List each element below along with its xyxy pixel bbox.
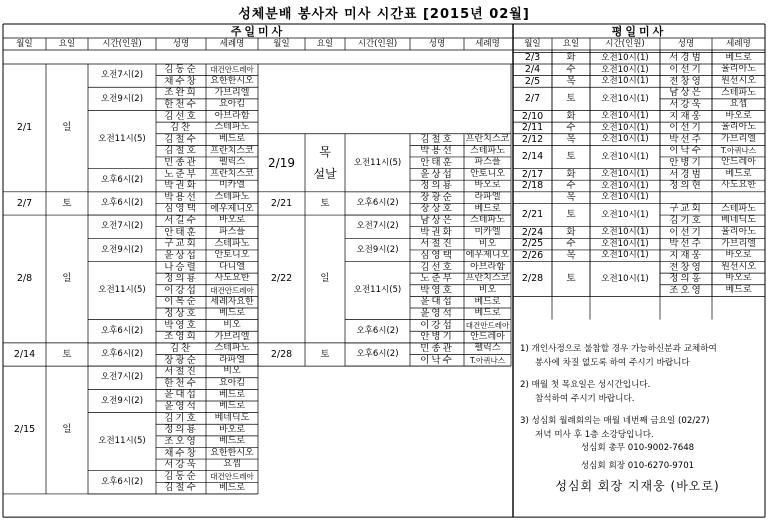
volunteer-name: 박권화 <box>164 180 198 192</box>
column-header: 세례명 <box>219 38 245 49</box>
baptismal-name: 펠릭스 <box>218 157 246 168</box>
volunteer-name: 구교회 <box>669 203 703 215</box>
baptismal-name: 대건안드레아 <box>210 471 254 481</box>
weekday-time: 오전10시(1) <box>601 122 649 133</box>
note-line: 2) 매월 첫 목요일은 성시간입니다. <box>520 380 651 390</box>
baptismal-name: 베드로 <box>218 389 246 400</box>
weekday-date: 2/17 <box>521 168 544 180</box>
weekday-time: 오전10시(1) <box>601 238 649 249</box>
volunteer-name: 이복순 <box>164 296 198 308</box>
baptismal-name: 비오 <box>478 238 497 249</box>
baptismal-name: 아브라함 <box>214 110 250 121</box>
baptismal-name: 바오로 <box>725 110 752 121</box>
baptismal-name: 율리아노 <box>721 122 756 133</box>
baptismal-name: 미카엘 <box>218 180 246 191</box>
baptismal-name: 스테파노 <box>214 192 250 203</box>
baptismal-name: 펠릭스 <box>474 343 501 354</box>
volunteer-name: 박영호 <box>164 319 198 331</box>
notes-block <box>520 342 765 442</box>
volunteer-name: 정의룡 <box>164 424 198 436</box>
mass-time: 오후6시(2) <box>356 349 399 360</box>
weekday-time: 오전10시(1) <box>601 169 649 180</box>
weekday-day: 수 <box>566 238 576 250</box>
column-header: 월일 <box>273 38 290 49</box>
signature-president-phone: 성심회 회장 010-6270-9701 <box>580 461 695 471</box>
mass-time: 오후6시(2) <box>100 325 144 336</box>
baptismal-name: 비오 <box>223 319 241 330</box>
volunteer-name: 김동순 <box>164 64 198 76</box>
weekday-day: 목 <box>566 75 576 87</box>
volunteer-name: 서강욱 <box>164 459 198 471</box>
baptismal-name: 에우제니오 <box>210 203 254 214</box>
weekday-day: 목 <box>566 133 576 145</box>
signature-president: 성심회 회장 지재웅 (바오로) <box>555 479 720 493</box>
baptismal-name: 스테파노 <box>470 215 505 226</box>
volunteer-name: 김철호 <box>420 133 454 145</box>
column-header: 월일 <box>16 38 33 49</box>
signature-block <box>510 439 765 495</box>
baptismal-name: 베드로 <box>725 168 752 179</box>
mass-date: 2/28 <box>270 348 293 360</box>
column-header: 세례명 <box>726 38 751 49</box>
volunteer-name: 정의현 <box>669 180 703 192</box>
mass-day: 토 <box>320 197 330 209</box>
weekday-date: 2/21 <box>521 209 544 221</box>
weekday-date: 2/5 <box>524 75 541 87</box>
volunteer-name: 정의홍 <box>669 273 703 285</box>
mass-date: 2/19 <box>268 155 295 170</box>
weekday-day: 토 <box>566 93 576 105</box>
weekday-day: 토 <box>566 151 576 163</box>
baptismal-name: 율리아노 <box>721 226 756 237</box>
volunteer-name: 안태훈 <box>164 226 198 238</box>
mass-time: 오전9시(2) <box>100 93 144 104</box>
column-header: 요일 <box>562 38 580 49</box>
volunteer-name: 민종관 <box>164 157 198 168</box>
weekday-time: 오전10시(1) <box>601 192 649 203</box>
baptismal-name: 베드로 <box>725 52 752 63</box>
weekday-date <box>513 192 552 204</box>
mass-day: 일 <box>62 273 72 285</box>
volunteer-name: 한천수 <box>164 98 198 110</box>
volunteer-name: 구교회 <box>164 238 198 250</box>
volunteer-name: 서강욱 <box>669 98 703 110</box>
volunteer-name: 이선기 <box>669 64 703 76</box>
volunteer-name: 윤영석 <box>164 401 198 413</box>
baptismal-name: 안토니오 <box>214 250 250 261</box>
weekday-date: 2/14 <box>521 151 544 163</box>
column-header: 성명 <box>677 38 695 49</box>
volunteer-name: 김철수 <box>164 133 198 145</box>
baptismal-name: 가브리엘 <box>214 331 250 342</box>
baptismal-name: 요한한시오 <box>210 447 254 458</box>
mass-date: 2/1 <box>16 122 33 134</box>
volunteer-name: 이낙수 <box>420 354 454 366</box>
weekday-day: 목 <box>566 249 576 261</box>
mass-time: 오전11시(5) <box>353 285 402 296</box>
baptismal-name: T.아퀴나스 <box>720 146 757 156</box>
baptismal-name: 원선시오 <box>721 75 756 86</box>
volunteer-name: 안태훈 <box>420 157 454 168</box>
weekday-date: 2/11 <box>521 122 544 134</box>
volunteer-name: 노준부 <box>164 168 198 180</box>
baptismal-name: 프란치스코 <box>210 168 254 179</box>
weekday-time: 오전10시(1) <box>601 180 649 191</box>
volunteer-name: 노준부 <box>420 273 454 285</box>
mass-time: 오전11시(5) <box>98 285 146 296</box>
volunteer-name: 김철수 <box>164 482 198 494</box>
volunteer-name: 조오영 <box>669 284 703 296</box>
baptismal-name: 요한한시오 <box>210 75 254 86</box>
volunteer-name <box>660 192 712 204</box>
baptismal-name: 베드로 <box>474 296 501 307</box>
weekday-date: 2/10 <box>521 110 544 122</box>
note-line: 참석하여 주시기 바랍니다. <box>535 394 635 404</box>
baptismal-name: 스테파노 <box>721 203 756 214</box>
weekday-date: 2/12 <box>521 133 544 145</box>
mass-date: 2/22 <box>270 273 293 285</box>
baptismal-name: 요아킴 <box>218 378 246 389</box>
baptismal-name: 안드레아 <box>721 157 756 168</box>
baptismal-name: 스테파노 <box>721 87 756 98</box>
weekday-date: 2/18 <box>521 180 544 192</box>
baptismal-name: 프란치스코 <box>465 273 510 284</box>
mass-day: 토 <box>320 348 330 360</box>
volunteer-name: 장상호 <box>420 203 454 215</box>
baptismal-name: 대건안드레아 <box>210 65 254 75</box>
volunteer-name: 채수창 <box>164 447 198 459</box>
column-header: 시간(인원) <box>357 38 398 49</box>
mass-time: 오전9시(2) <box>356 244 399 255</box>
baptismal-name: 베네딕도 <box>721 215 756 226</box>
weekday-day: 수 <box>566 180 576 192</box>
mass-time: 오후6시(2) <box>100 349 144 360</box>
volunteer-name: 조영희 <box>164 331 198 343</box>
baptismal-name: 사도요한 <box>214 273 250 284</box>
baptismal-name: 바오로 <box>474 180 501 191</box>
volunteer-name: 장광순 <box>164 354 198 366</box>
volunteer-name: 이선기 <box>669 226 703 238</box>
column-header: 세례명 <box>475 38 500 49</box>
baptismal-name: 스테파노 <box>214 343 250 354</box>
baptismal-name: 스테파노 <box>470 145 505 156</box>
column-header: 요일 <box>58 38 76 49</box>
weekday-day: 토 <box>566 209 576 221</box>
volunteer-name: 정상호 <box>164 308 198 320</box>
weekday-day: 토 <box>566 273 576 285</box>
mass-day: 토 <box>62 197 72 209</box>
volunteer-name: 이강섭 <box>164 284 198 296</box>
mass-date: 2/7 <box>16 197 33 209</box>
volunteer-name: 박영호 <box>420 284 454 296</box>
mass-day: 일 <box>62 424 72 436</box>
volunteer-name: 나승렬 <box>164 261 198 273</box>
weekday-time: 오전10시(1) <box>601 209 649 220</box>
weekday-day: 화 <box>566 52 576 64</box>
volunteer-name: 윤상섭 <box>420 168 454 180</box>
baptismal-name: 율리아노 <box>721 64 756 75</box>
mass-day-label: 목 <box>319 144 331 159</box>
weekday-date: 2/28 <box>521 273 544 285</box>
baptismal-name: 비오 <box>478 285 497 296</box>
mass-date: 2/8 <box>16 273 33 285</box>
baptismal-name: 파스플 <box>218 226 246 237</box>
mass-day: 일 <box>320 273 330 285</box>
note-line: 봉사에 차질 없도록 하여 주시기 바랍니다 <box>535 358 690 368</box>
weekday-date: 2/24 <box>521 226 544 238</box>
volunteer-name: 박선주 <box>669 133 703 145</box>
baptismal-name: 베드로 <box>725 285 752 296</box>
column-header: 성명 <box>428 38 446 49</box>
volunteer-name: 남상은 <box>420 215 454 227</box>
volunteer-name: 민종관 <box>420 342 454 354</box>
baptismal-name <box>712 192 765 204</box>
mass-time: 오후6시(2) <box>100 198 144 209</box>
baptismal-name: 라파엘 <box>218 354 246 365</box>
mass-date: 2/21 <box>270 197 293 209</box>
baptismal-name: 대건안드레아 <box>465 320 510 330</box>
mass-time: 오후6시(2) <box>100 174 144 185</box>
volunteer-name: 정의룡 <box>164 273 198 285</box>
volunteer-name: 지재웅 <box>669 110 703 122</box>
baptismal-name: 스테파노 <box>214 238 250 249</box>
baptismal-name: 사도요한 <box>721 180 756 191</box>
baptismal-name: 베드로 <box>218 308 246 319</box>
baptismal-name: 파스플 <box>474 157 501 168</box>
baptismal-name: 베드로 <box>218 436 246 447</box>
baptismal-name: 베드로 <box>474 308 501 319</box>
baptismal-name: 가브리엘 <box>721 238 756 249</box>
baptismal-name: T.아퀴나스 <box>469 355 506 365</box>
volunteer-name: 지재웅 <box>669 249 703 261</box>
mass-time: 오전11시(5) <box>98 436 146 447</box>
baptismal-name: 아브라함 <box>470 261 505 272</box>
baptismal-name: 가브리엘 <box>214 87 250 98</box>
baptismal-name: 에우제니오 <box>465 250 510 261</box>
baptismal-name: 바오로 <box>725 250 752 261</box>
weekday-time: 오전10시(1) <box>601 111 649 122</box>
volunteer-name: 이선기 <box>669 122 703 134</box>
volunteer-name: 채수창 <box>164 75 198 87</box>
volunteer-name: 장광순 <box>420 191 454 203</box>
weekday-time: 오전10시(1) <box>601 273 649 284</box>
baptismal-name: 스테파노 <box>214 122 250 133</box>
volunteer-name: 서경범 <box>669 168 703 180</box>
volunteer-name: 박권화 <box>420 226 454 238</box>
weekday-time: 오전10시(1) <box>601 134 649 145</box>
weekday-day: 수 <box>566 122 576 134</box>
volunteer-name: 김동순 <box>164 470 198 482</box>
volunteer-name: 김찬 <box>169 342 193 354</box>
baptismal-name: 세례자요한 <box>210 296 254 307</box>
mass-time: 오전7시(2) <box>100 221 144 232</box>
note-line: 3) 성심회 월례회의는 매월 네번째 금요일 (02/27) <box>520 416 710 426</box>
baptismal-name: 베드로 <box>218 482 246 493</box>
volunteer-name: 박용선 <box>164 191 198 203</box>
baptismal-name: 가브리엘 <box>721 134 756 145</box>
volunteer-name: 김철호 <box>164 145 198 157</box>
volunteer-name: 이낙수 <box>669 145 703 157</box>
weekday-date: 2/4 <box>524 64 541 76</box>
volunteer-name: 조완희 <box>164 87 198 99</box>
note-line: 1) 개인사정으로 불참할 경우 가능하신분과 교체하여 <box>520 344 717 354</box>
mass-date: 2/14 <box>13 348 36 360</box>
volunteer-name: 정의룡 <box>420 180 454 192</box>
mass-time: 오전7시(2) <box>100 372 144 383</box>
volunteer-name: 한천수 <box>164 377 198 389</box>
baptismal-name: 안토니오 <box>470 168 505 179</box>
volunteer-name: 남상은 <box>669 87 703 99</box>
weekday-date: 2/7 <box>524 93 541 105</box>
mass-time: 오후6시(2) <box>356 198 399 209</box>
volunteer-name: 김선호 <box>420 261 454 273</box>
weekday-day: 수 <box>566 64 576 76</box>
volunteer-name: 전창영 <box>669 261 703 273</box>
weekday-time: 오전10시(1) <box>601 250 649 261</box>
baptismal-name: 요셉 <box>223 459 241 470</box>
baptismal-name: 베네딕도 <box>214 412 250 423</box>
signature-secretary: 성심회 총무 010-9002-7648 <box>580 443 695 453</box>
volunteer-name: 심영택 <box>164 203 198 215</box>
volunteer-name: 박용선 <box>420 145 454 157</box>
section-weekday-mass: 평일미사 <box>611 24 667 38</box>
baptismal-name: 요아킴 <box>218 99 246 110</box>
weekday-time: 오전10시(1) <box>601 227 649 238</box>
weekday-time: 오전10시(1) <box>601 64 649 75</box>
mass-day-label: 설날 <box>313 166 337 181</box>
weekday-time: 오전10시(1) <box>601 76 649 87</box>
baptismal-name: 미카엘 <box>474 226 501 237</box>
volunteer-name: 이강섭 <box>420 319 454 331</box>
volunteer-name: 서철진 <box>164 366 198 378</box>
baptismal-name: 요셉 <box>729 99 748 110</box>
weekday-day: 화 <box>566 226 576 238</box>
mass-time: 오후6시(2) <box>356 325 399 336</box>
baptismal-name: 베드로 <box>218 401 246 412</box>
baptismal-name: 베드로 <box>474 203 501 214</box>
mass-day <box>305 134 345 192</box>
mass-time: 오전11시(5) <box>353 157 402 168</box>
baptismal-name: 프란치스코 <box>210 145 254 156</box>
column-header: 요일 <box>316 38 334 49</box>
note-line: 저녁 미사 후 1층 소강당입니다. <box>535 430 654 440</box>
volunteer-name: 조오영 <box>164 435 198 447</box>
baptismal-name: 대건안드레아 <box>210 285 254 295</box>
volunteer-name: 김찬 <box>169 122 193 134</box>
volunteer-name: 안병기 <box>669 157 703 168</box>
mass-day: 일 <box>62 122 72 134</box>
weekday-date: 2/3 <box>524 52 541 64</box>
volunteer-name: 안병기 <box>420 331 454 343</box>
volunteer-name: 윤영석 <box>420 308 454 320</box>
volunteer-name: 윤대섭 <box>164 389 198 401</box>
volunteer-name: 서경범 <box>669 52 703 64</box>
baptismal-name: 다니엘 <box>218 261 246 272</box>
volunteer-name: 서철진 <box>420 238 454 250</box>
weekday-day: 목 <box>566 191 576 203</box>
weekday-time: 오전10시(1) <box>601 52 649 63</box>
column-header: 성명 <box>172 38 190 49</box>
volunteer-name: 김선호 <box>164 110 198 122</box>
baptismal-name: 라파엘 <box>474 192 501 203</box>
page-title: 성체분배 봉사자 미사 시간표 [2015년 02월] <box>238 7 530 22</box>
volunteer-name: 김기호 <box>164 412 198 424</box>
column-header: 월일 <box>524 38 541 49</box>
weekday-day: 화 <box>566 168 576 180</box>
column-header: 시간(인원) <box>605 38 645 49</box>
baptismal-name: 프란치스코 <box>465 134 510 145</box>
volunteer-name: 박선주 <box>669 238 703 250</box>
section-sunday-mass: 주일미사 <box>230 24 286 38</box>
baptismal-name: 베드로 <box>218 134 246 145</box>
weekday-time: 오전10시(1) <box>601 151 649 162</box>
baptismal-name: 비오 <box>223 366 241 377</box>
baptismal-name: 원선시오 <box>721 261 756 272</box>
volunteer-name: 윤대섭 <box>420 296 454 308</box>
baptismal-name: 바오로 <box>218 424 246 435</box>
weekday-day: 화 <box>566 110 576 122</box>
mass-time: 오후6시(2) <box>100 477 144 488</box>
mass-time: 오전11시(5) <box>98 134 146 145</box>
weekday-date: 2/26 <box>521 249 544 261</box>
mass-day: 토 <box>62 348 72 360</box>
volunteer-name: 김기호 <box>669 215 703 227</box>
mass-time: 오전9시(2) <box>100 244 144 255</box>
weekday-date: 2/25 <box>521 238 544 250</box>
baptismal-name: 바오로 <box>218 215 246 226</box>
mass-date: 2/15 <box>13 424 36 436</box>
volunteer-name: 전창영 <box>669 75 703 87</box>
mass-time: 오전7시(2) <box>356 221 399 232</box>
column-header: 시간(인원) <box>102 38 142 49</box>
mass-time: 오전9시(2) <box>100 395 144 406</box>
baptismal-name: 안드레아 <box>470 331 505 342</box>
volunteer-name: 윤상섭 <box>164 249 198 261</box>
volunteer-name: 심영택 <box>420 249 454 261</box>
weekday-time: 오전10시(1) <box>601 93 649 104</box>
baptismal-name: 바오로 <box>725 273 752 284</box>
volunteer-name: 서길수 <box>164 215 198 227</box>
mass-time: 오전7시(2) <box>100 70 144 81</box>
